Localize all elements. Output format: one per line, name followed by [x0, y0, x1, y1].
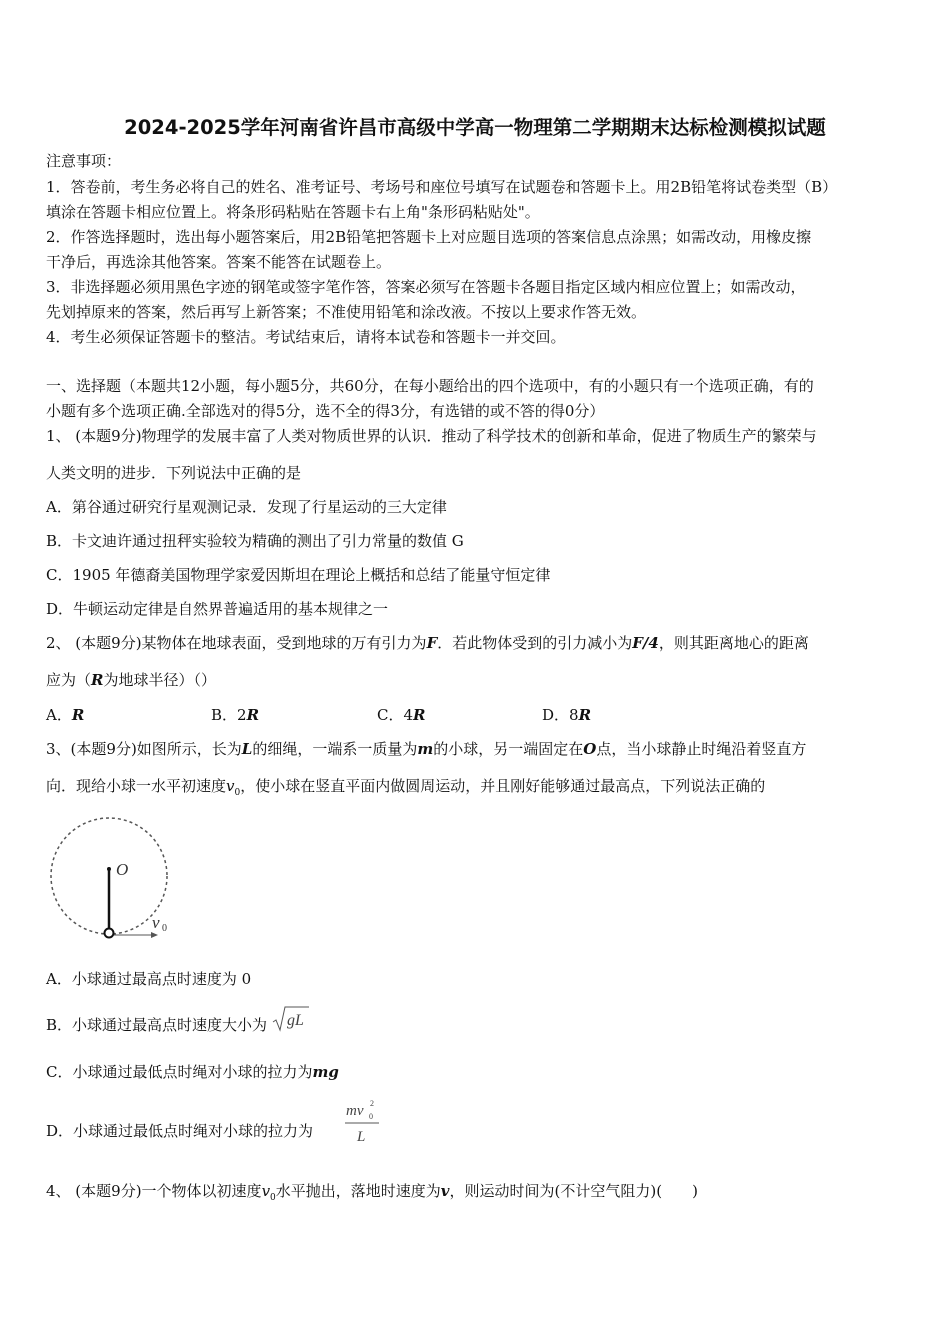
- question-2-option-a: [46, 704, 84, 725]
- sqrt-sign: [272, 1005, 310, 1033]
- pivot-point: [107, 867, 111, 871]
- question-2-option-c: [377, 704, 426, 725]
- fraction-denominator: L: [357, 1129, 366, 1145]
- option-label: D．8: [542, 706, 579, 724]
- q2-text: 2、 (本题9分)某物体在地球表面，受到地球的万有引力为: [46, 634, 427, 652]
- question-2-stem: [46, 670, 216, 690]
- question-1-stem: 1、 (本题9分)物理学的发展丰富了人类对物质世界的认识．推动了科学技术的创新和革命，促进了物质生产的繁荣与: [46, 427, 817, 445]
- option-label: B．2: [211, 706, 247, 724]
- q3-var-L: L: [241, 740, 253, 758]
- velocity-arrowhead: [151, 932, 158, 938]
- q4-text: 水平抛出，落地时速度为: [275, 1182, 441, 1200]
- notice-line: 2．作答选择题时，选出每小题答案后，用2B铅笔把答题卡上对应题目选项的答案信息点涂黑；如需改动，用橡皮擦: [46, 228, 812, 246]
- q2-text: 为地球半径）（）: [103, 671, 216, 689]
- circular-motion-figure: [46, 814, 176, 944]
- q3-text: 的细绳，一端系一质量为: [252, 740, 418, 758]
- section-heading: 一、选择题（本题共12小题，每小题5分，共60分，在每小题给出的四个选项中，有的小题只有一个选项正确，有的: [46, 377, 814, 395]
- fraction-sub: 0: [369, 1112, 373, 1121]
- option-label: A．: [46, 706, 72, 724]
- question-2-option-d: [542, 704, 591, 725]
- notice-line: 3．非选择题必须用黑色字迹的钢笔或签字笔作答，答案必须写在答题卡各题目指定区域内相应位置上；如需改动，: [46, 278, 806, 296]
- q4-var-v0: v: [261, 1182, 271, 1200]
- question-3-stem: [46, 739, 806, 759]
- fraction-numerator: mv: [346, 1103, 364, 1119]
- notice-heading: 注意事项：: [46, 152, 122, 170]
- question-1-option-c: C．1905 年德裔美国物理学家爱因斯坦在理论上概括和总结了能量守恒定律: [46, 566, 551, 584]
- q4-text: ，则运动时间为(不计空气阻力)( ): [449, 1182, 698, 1200]
- q3-var-sub: 0: [234, 788, 241, 798]
- notice-line: 先划掉原来的答案，然后再写上新答案；不准使用铅笔和涂改液。不按以上要求作答无效。: [46, 303, 647, 321]
- question-1-option-b: B．卡文迪许通过扭秤实验较为精确的测出了引力常量的数值 G: [46, 532, 464, 550]
- option-label: C．4: [377, 706, 414, 724]
- question-3-option-b: [46, 1012, 310, 1035]
- question-3-option-d: [46, 1121, 313, 1141]
- pivot-label: O: [116, 860, 129, 879]
- option-value: R: [246, 706, 260, 724]
- section-heading: 小题有多个选项正确.全部选对的得5分，选不全的得3分，有选错的或不答的得0分）: [46, 402, 605, 420]
- q3-text: 的小球，另一端固定在: [433, 740, 584, 758]
- q4-var-v: v: [440, 1182, 450, 1200]
- option-text: D．小球通过最低点时绳对小球的拉力为: [46, 1122, 314, 1140]
- question-1-option-d: D．牛顿运动定律是自然界普遍适用的基本规律之一: [46, 600, 389, 618]
- option-value: R: [413, 706, 426, 724]
- q4-text: 4、 (本题9分)一个物体以初速度: [46, 1182, 262, 1200]
- q3-text: 3、(本题9分)如图所示，长为: [46, 740, 242, 758]
- question-1-option-a: A．第谷通过研究行星观测记录．发现了行星运动的三大定律: [46, 498, 447, 516]
- q3-text: ，使小球在竖直平面内做圆周运动，并且刚好能够通过最高点，下列说法正确的: [240, 777, 766, 795]
- option-text: B．小球通过最高点时速度大小为: [46, 1016, 268, 1034]
- question-2-option-b: [211, 704, 259, 725]
- option-expr: mg: [312, 1063, 339, 1081]
- notice-line: 填涂在答题卡相应位置上。将条形码粘贴在答题卡右上角"条形码粘贴处"。: [46, 203, 540, 221]
- sqrt-expr: gL: [286, 1012, 304, 1029]
- q3-text: 点，当小球静止时绳沿着竖直方: [596, 740, 807, 758]
- question-3-option-c: [46, 1062, 339, 1082]
- question-2-stem: [46, 633, 809, 653]
- page-title: 2024-2025学年河南省许昌市高级中学高一物理第二学期期末达标检测模拟试题: [124, 116, 826, 139]
- ball: [105, 929, 114, 938]
- option-value: R: [578, 706, 592, 724]
- q3-var-O: O: [583, 740, 597, 758]
- question-1-stem: 人类文明的进步．下列说法中正确的是: [46, 464, 302, 482]
- option-value: R: [71, 706, 85, 724]
- q2-text: ，则其距离地心的距离: [658, 634, 809, 652]
- q4-var-sub: 0: [270, 1193, 276, 1203]
- q2-text: ．若此物体受到的引力减小为: [437, 634, 633, 652]
- q2-text: 应为（: [46, 671, 92, 689]
- fraction-sup: 2: [370, 1099, 374, 1108]
- q2-var-R: R: [91, 671, 104, 689]
- q3-text: 向．现给小球一水平初速度: [46, 777, 227, 795]
- question-3-option-a: A．小球通过最高点时速度为 0: [46, 970, 252, 988]
- q3-var-v: v: [226, 777, 235, 795]
- q2-var-F4: F/4: [632, 634, 659, 652]
- velocity-sub: 0: [162, 923, 167, 934]
- q3-var-m: m: [417, 740, 434, 758]
- notice-line: 4．考生必须保证答题卡的整洁。考试结束后，请将本试卷和答题卡一并交回。: [46, 328, 566, 346]
- q2-var-F: F: [426, 634, 438, 652]
- notice-line: 干净后，再选涂其他答案。答案不能答在试题卷上。: [46, 253, 392, 271]
- option-text: C．小球通过最低点时绳对小球的拉力为: [46, 1063, 313, 1081]
- fraction-expr: [343, 1096, 383, 1148]
- velocity-label: v: [152, 913, 160, 932]
- notice-line: 1．答卷前，考生务必将自己的姓名、准考证号、考场号和座位号填写在试题卷和答题卡上。用2B铅笔将试卷类型（B）: [46, 178, 838, 196]
- question-4-stem: [46, 1181, 698, 1208]
- question-3-stem: [46, 776, 765, 803]
